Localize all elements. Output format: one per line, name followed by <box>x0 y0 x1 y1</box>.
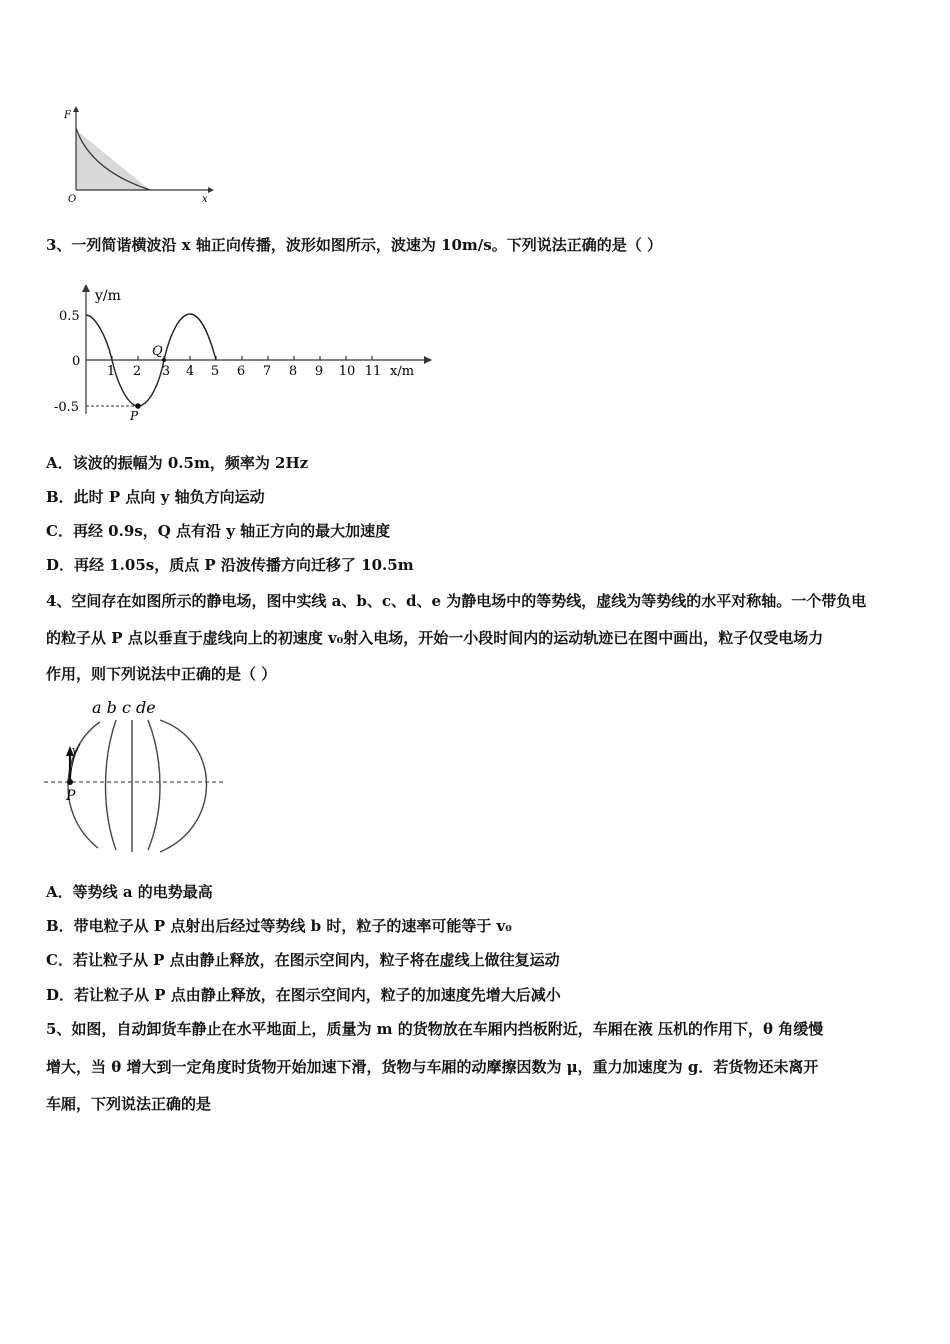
x-tick-label: 7 <box>262 364 272 379</box>
y-tick-neg-0.5: -0.5 <box>54 400 80 415</box>
option-3c: C．再经 0.9s，Q 点有沿 y 轴正方向的最大加速度 <box>46 522 391 540</box>
question-5-stem-line2: 增大，当 θ 增大到一定角度时货物开始加速下滑，货物与车厢的动摩擦因数为 μ，重力加速度为 g．若货物还未离开 <box>46 1058 819 1076</box>
question-5-stem-line3: 车厢，下列说法正确的是 <box>46 1095 212 1113</box>
equipotential-figure <box>42 696 232 861</box>
x-axis-label: x <box>202 194 208 205</box>
y-axis-arrow-icon <box>73 106 79 112</box>
force-displacement-figure <box>60 100 220 205</box>
question-5-stem-line1: 5、如图，自动卸货车静止在水平地面上，质量为 m 的货物放在车厢内挡板附近，车厢在液 压机的作用下，θ 角缓慢 <box>46 1020 824 1038</box>
option-3b: B．此时 P 点向 y 轴负方向运动 <box>46 488 265 506</box>
point-q-label: Q <box>152 344 163 359</box>
x-tick-label: 5 <box>210 364 220 379</box>
x-tick-label: 10 <box>338 364 356 379</box>
question-4-stem-line2: 的粒子从 P 点以垂直于虚线向上的初速度 v₀射入电场，开始一小段时间内的运动轨迹已在图中画出，粒子仅受电场力 <box>46 629 824 647</box>
velocity-label: v <box>72 744 79 757</box>
y-axis-label: F <box>64 110 71 121</box>
equipotential-line-e <box>160 720 207 852</box>
x-tick-label: 6 <box>236 364 246 379</box>
equipotential-line-b <box>106 720 117 850</box>
y-tick-0.5: 0.5 <box>59 309 80 324</box>
x-tick-label: 1 <box>106 364 116 379</box>
option-4a: A．等势线 a 的电势最高 <box>46 883 213 901</box>
x-tick-label: 9 <box>314 364 324 379</box>
point-p-label: P <box>66 788 76 804</box>
option-3d: D．再经 1.05s，质点 P 沿波传播方向迁移了 10.5m <box>46 556 414 574</box>
x-tick-label: 4 <box>185 364 195 379</box>
option-4c: C．若让粒子从 P 点由静止释放，在图示空间内，粒子将在虚线上做往复运动 <box>46 951 560 969</box>
x-tick-label: 2 <box>132 364 142 379</box>
x-axis-arrow-icon <box>208 187 214 193</box>
x-tick-label: 11 <box>364 364 382 379</box>
question-4-stem-line3: 作用，则下列说法中正确的是（ ） <box>46 665 277 683</box>
equipotential-line-d <box>148 720 160 850</box>
point-p-label: P <box>130 409 139 422</box>
point-p <box>135 403 141 409</box>
option-4d: D．若让粒子从 P 点由静止释放，在图示空间内，粒子的加速度先增大后减小 <box>46 986 561 1004</box>
question-4-stem-line1: 4、空间存在如图所示的静电场，图中实线 a、b、c、d、e 为静电场中的等势线，虚线为等势线的水平对称轴。一个带负电 <box>46 592 867 610</box>
x-ticks <box>112 356 372 360</box>
shaded-area <box>76 130 150 190</box>
option-3a: A．该波的振幅为 0.5m，频率为 2Hz <box>46 454 309 472</box>
option-4b: B．带电粒子从 P 点射出后经过等势线 b 时，粒子的速率可能等于 v₀ <box>46 917 512 935</box>
y-axis-label: y/m <box>95 288 121 304</box>
wave-figure <box>48 282 438 422</box>
y-tick-0: 0 <box>72 354 81 369</box>
equipotential-labels: a b c de <box>92 698 156 717</box>
x-axis-label: x/m <box>390 364 415 379</box>
equipotential-line-a <box>68 722 100 848</box>
x-axis-arrow-icon <box>424 356 432 364</box>
y-axis-arrow-icon <box>82 284 90 292</box>
x-tick-label: 8 <box>288 364 298 379</box>
question-3-stem: 3、一列简谐横波沿 x 轴正向传播，波形如图所示，波速为 10m/s。下列说法正确的是（ ） <box>46 236 662 254</box>
origin-label: O <box>68 194 77 205</box>
x-tick-label: 3 <box>161 364 171 379</box>
